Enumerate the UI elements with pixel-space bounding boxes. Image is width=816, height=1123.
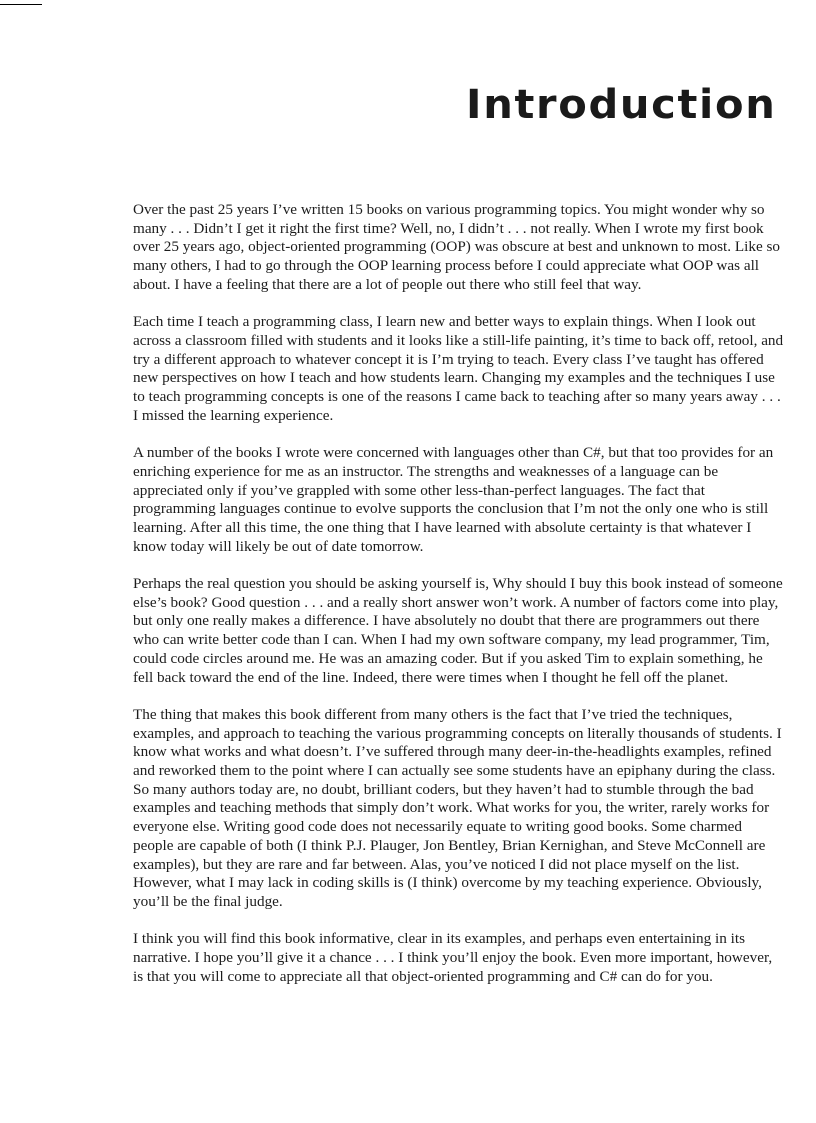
body-text [133,201,785,1005]
paragraph: I think you will find this book informative, clear in its examples, and perhaps even entertaining in its narrative. I hope you’ll give it a chance . . . I think you’ll enjoy the book. Even more important, however, is that you will come to appreciate all that object-oriented programming and C# can do for you. [133,930,773,985]
corner-rule [0,4,42,5]
paragraph: Perhaps the real question you should be asking yourself is, Why should I buy this book instead of someone else’s book? Good question . . . and a really short answer won’t work. A number of factors come into play, but only one really makes a difference. I have absolutely no doubt that there are programmers out there who can write better code than I can. When I had my own software company, my lead programmer, Tim, could code circles around me. He was an amazing coder. But if you asked Tim to explain something, he fell back toward the end of the line. Indeed, there were times when I thought he fell off the planet. [133,575,783,686]
paragraph: A number of the books I wrote were concerned with languages other than C#, but that too provides for an enriching experience for me as an instructor. The strengths and weaknesses of a language can be appreciated only if you’ve grappled with some other less-than-perfect languages. The fact that programming languages continue to evolve supports the conclusion that I’m not the only one who is still learning. After all this time, the one thing that I have learned with absolute certainty is that whatever I know today will likely be out of date tomorrow. [133,444,774,555]
paragraph: Over the past 25 years I’ve written 15 books on various programming topics. You might wonder why so many . . . Didn’t I get it right the first time? Well, no, I didn’t . . . not really. When I wrote my first book over 25 years ago, object-oriented programming (OOP) was obscure at best and unknown to most. Like so many others, I had to go through the OOP learning process before I could appreciate what OOP was all about. I have a feeling that there are a lot of people out there who still feel that way. [133,201,781,293]
paragraph: Each time I teach a programming class, I learn new and better ways to explain things. When I look out across a classroom filled with students and it looks like a still-life painting, it’s time to back off, retool, and try a different approach to whatever concept it is I’m trying to teach. Every class I’ve taught has offered new perspectives on how I teach and how students learn. Changing my examples and the techniques I use to teach programming concepts is one of the reasons I came back to teaching after so many years away . . . I missed the learning experience. [133,313,784,424]
page-title: Introduction [465,82,776,128]
paragraph: The thing that makes this book different from many others is the fact that I’ve tried the techniques, examples, and approach to teaching the various programming concepts on literally thousands of students. I know what works and what doesn’t. I’ve suffered through many deer-in-the-headlights examples, refined and reworked them to the point where I can actually see some students have an epiphany during the class. So many authors today are, no doubt, brilliant coders, but they haven’t had to stumble through the bad examples and teaching methods that simply don’t work. What works for you, the writer, rarely works for everyone else. Writing good code does not necessarily equate to writing good books. Some charmed people are capable of both (I think P.J. Plauger, Jon Bentley, Brian Kernighan, and Steve McConnell are examples), but they are rare and far between. Alas, you’ve noticed I did not place myself on the list. However, what I may lack in coding skills is (I think) overcome by my teaching experience. Obviously, you’ll be the final judge. [133,705,782,910]
